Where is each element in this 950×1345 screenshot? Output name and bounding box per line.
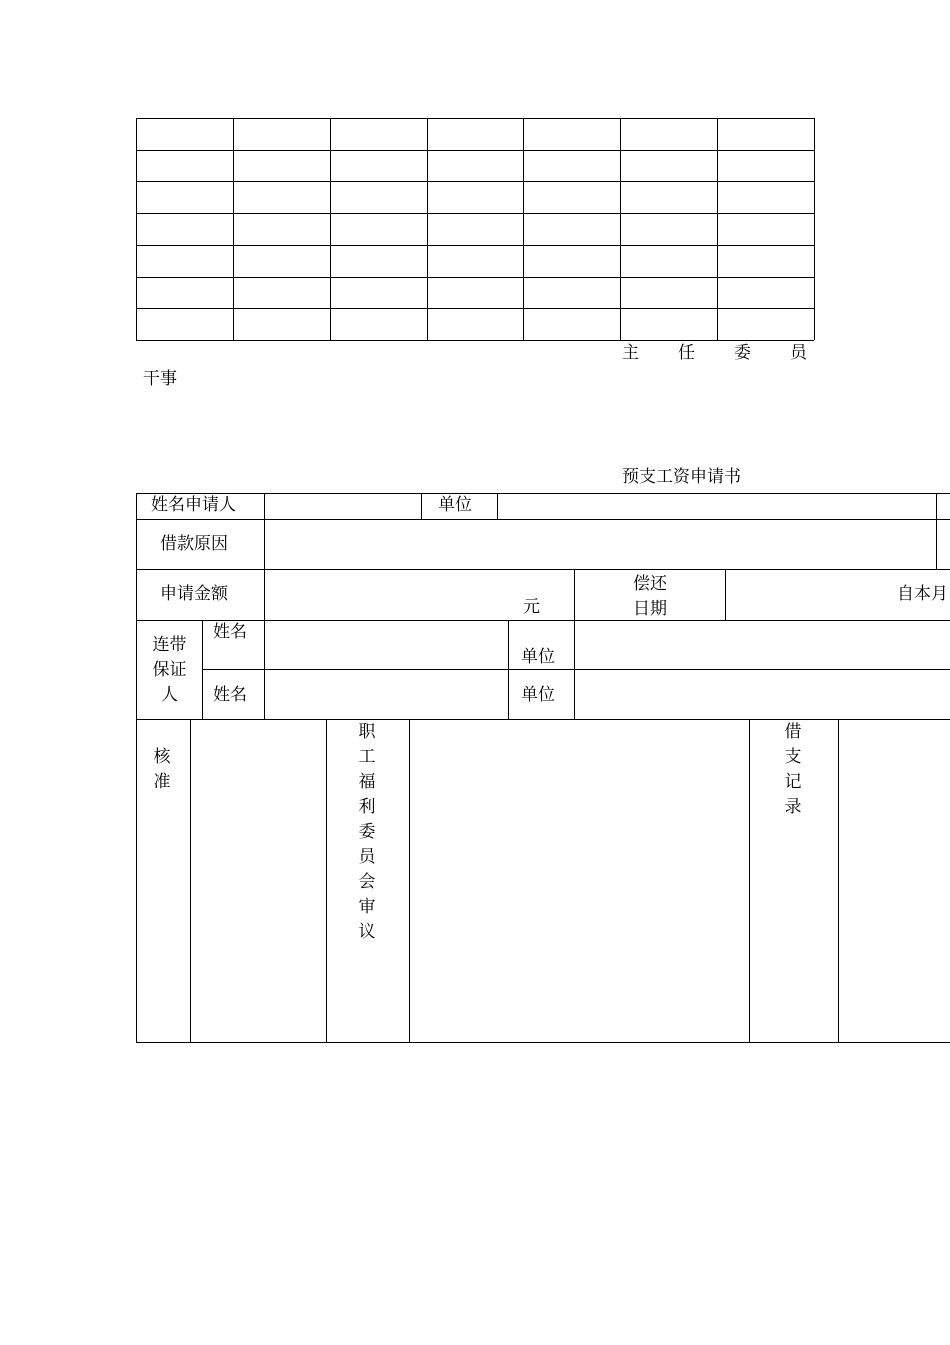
grid-col-line [427, 118, 428, 340]
vertical-label-char: 支 [784, 747, 802, 767]
vertical-label-char: 借 [784, 722, 802, 742]
grid-col-line [330, 118, 331, 340]
repay-from-text: 自本月 [897, 584, 948, 604]
grid-col-line [717, 118, 718, 340]
signature-director-char: 员 [790, 343, 807, 363]
vertical-label-char: 委 [358, 822, 376, 842]
grid-row-line [136, 340, 814, 341]
grid-col-line [233, 118, 234, 340]
grid-col-line [136, 118, 137, 340]
committee-review-label [357, 720, 377, 945]
vertical-label-char: 议 [358, 922, 376, 942]
vertical-label-char: 员 [358, 847, 376, 867]
guarantor-unit-field-2[interactable] [575, 670, 950, 718]
amount-unit: 元 [523, 597, 540, 617]
vertical-label-char: 工 [358, 747, 376, 767]
grid-row-line [136, 150, 814, 151]
approve-label [152, 745, 172, 795]
grid-row-line [136, 118, 814, 119]
vertical-label-char: 录 [784, 797, 802, 817]
signature-director-char: 任 [678, 343, 695, 363]
grid-col-line [523, 118, 524, 340]
vertical-label-char: 准 [153, 772, 171, 792]
signature-director [622, 345, 808, 365]
repay-date-label: 偿还 日期 [633, 574, 667, 619]
grid-col-line [814, 118, 815, 340]
unit-field[interactable] [498, 494, 935, 518]
vertical-label-char: 利 [358, 797, 376, 817]
committee-review-field[interactable] [410, 720, 748, 1041]
vertical-label-char: 核 [153, 747, 171, 767]
guarantor-unit-label-1: 单位 [521, 647, 555, 667]
guarantor-name-label-1: 姓名 [213, 622, 247, 642]
vertical-label-char: 记 [784, 772, 802, 792]
vertical-label-char: 审 [358, 897, 376, 917]
grid-row-line [136, 277, 814, 278]
grid-col-line [620, 118, 621, 340]
signature-director-char: 主 [622, 343, 639, 363]
guarantor-unit-label-2: 单位 [521, 685, 555, 705]
guarantor-name-field-1[interactable] [265, 621, 507, 668]
applicant-name-label: 姓名申请人 [151, 495, 236, 515]
guarantor-label-line: 连带 [152, 635, 187, 655]
guarantor-name-field-2[interactable] [265, 670, 507, 718]
guarantor-label [137, 633, 202, 708]
vertical-label-char: 会 [358, 872, 376, 892]
vertical-label-char: 职 [358, 722, 376, 742]
reason-field[interactable] [265, 520, 935, 568]
signature-clerk: 干事 [143, 369, 177, 389]
applicant-name-field[interactable] [265, 494, 420, 518]
unit-label: 单位 [438, 495, 472, 515]
reason-label: 借款原因 [160, 534, 228, 554]
vertical-label-char: 福 [358, 772, 376, 792]
form-title: 预支工资申请书 [622, 467, 741, 487]
grid-row-line [136, 308, 814, 309]
grid-row-line [136, 181, 814, 182]
loan-record-field[interactable] [839, 720, 950, 1041]
guarantor-label-line: 人 [161, 685, 178, 705]
grid-row-line [136, 245, 814, 246]
loan-record-label [783, 720, 803, 820]
approve-field[interactable] [191, 720, 325, 1041]
guarantor-label-line: 保证 [152, 660, 187, 680]
signature-director-char: 委 [734, 343, 751, 363]
amount-label: 申请金额 [160, 584, 228, 604]
grid-row-line [136, 213, 814, 214]
guarantor-name-label-2: 姓名 [213, 685, 247, 705]
guarantor-unit-field-1[interactable] [575, 621, 950, 668]
